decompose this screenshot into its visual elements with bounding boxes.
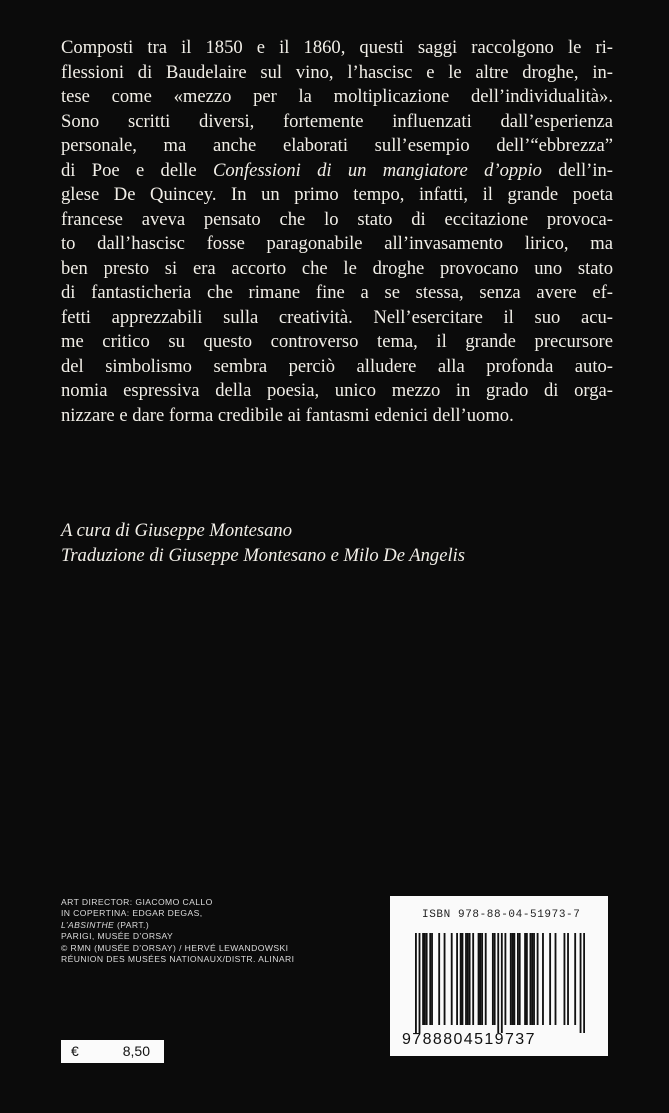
barcode-bar <box>513 933 515 1025</box>
blurb-text: di Poe e delle <box>61 159 213 181</box>
barcode-bar <box>524 933 526 1025</box>
blurb-italic-title: Confessioni di un mangiatore d’oppio <box>212 159 542 181</box>
barcode-bar <box>438 933 440 1025</box>
barcode-bar <box>494 933 496 1025</box>
blurb-text: nomia espressiva della poesia, unico mezzo in grado di orga- <box>61 380 613 401</box>
blurb-line <box>61 257 613 282</box>
barcode-bar <box>519 933 521 1025</box>
blurb-text: di fantasticheria che rimane fine a se stessa, senza avere ef- <box>61 282 613 303</box>
credit-text: RÉUNION DES MUSÉES NATIONAUX/DISTR. ALINARI <box>61 954 295 965</box>
barcode-bar <box>574 933 576 1025</box>
blurb-text: to dall’hascisc fosse paragonabile all’invasamento lirico, ma <box>61 233 613 254</box>
credit-italic-title: L’ABSINTHE <box>61 919 115 930</box>
barcode-bar <box>419 933 421 1033</box>
barcode-bar <box>504 933 506 1025</box>
blurb-line <box>61 36 613 61</box>
blurb-line <box>61 232 613 257</box>
editor-credit: A cura di Giuseppe Montesano <box>61 520 293 541</box>
blurb-text: del simbolismo sembra perciò alludere alla profonda auto- <box>61 355 613 377</box>
credit-text: © RMN (MUSÉE D’ORSAY) / HERVÉ LEWANDOWSKI <box>61 942 289 953</box>
blurb-text: francese aveva pensato che lo stato di eccitazione provoca- <box>61 208 613 230</box>
barcode-bar <box>542 933 544 1025</box>
blurb-text: ben presto si era accorto che le droghe provocano uno stato <box>61 257 613 279</box>
blurb-line <box>61 379 613 404</box>
blurb-line <box>61 159 613 184</box>
ean-digits: 9788804519737 <box>402 1031 536 1048</box>
barcode-bar <box>497 933 499 1033</box>
credit-line <box>61 954 294 965</box>
barcode-bar <box>567 933 569 1025</box>
credit-text: (PART.) <box>114 919 150 930</box>
blurb-line <box>61 330 613 355</box>
currency-symbol: € <box>71 1043 79 1059</box>
blurb-line <box>61 281 613 306</box>
translation-credit: Traduzione di Giuseppe Montesano e Milo De Angelis <box>61 545 466 566</box>
isbn-label: ISBN 978-88-04-51973-7 <box>422 909 581 921</box>
barcode-bar <box>485 933 487 1025</box>
credit-text: IN COPERTINA: EDGAR DEGAS, <box>61 908 203 919</box>
blurb-line <box>61 110 613 135</box>
barcode-bar <box>583 933 585 1033</box>
blurb-text: nizzare e dare forma credibile ai fantasmi edenici dell’uomo. <box>61 404 514 426</box>
barcode-bar <box>460 933 462 1025</box>
barcode-bar <box>481 933 483 1025</box>
barcode-bar <box>467 933 469 1025</box>
credit-line <box>61 920 294 931</box>
barcode-bar <box>469 933 471 1025</box>
blurb-text: tese come «mezzo per la moltiplicazione dell’individualità». <box>61 86 613 107</box>
barcode-bar <box>549 933 551 1025</box>
blurb-line <box>61 355 613 380</box>
barcode-bar <box>431 933 433 1025</box>
barcode-bar <box>530 933 532 1025</box>
barcode-bar <box>456 933 458 1025</box>
blurb-line <box>61 85 613 110</box>
barcode-bar <box>580 933 582 1033</box>
isbn-barcode <box>390 896 608 1056</box>
cover-art-credits <box>61 897 294 965</box>
barcode-bar <box>465 933 467 1025</box>
barcode-bars <box>415 933 585 1033</box>
credit-line <box>61 931 294 942</box>
credit-line <box>61 908 294 919</box>
editorial-credits <box>61 518 465 568</box>
credit-line <box>61 897 294 908</box>
barcode-bar <box>555 933 557 1025</box>
barcode-bar <box>533 933 535 1025</box>
barcode-bar <box>472 933 474 1025</box>
blurb-line <box>61 404 613 429</box>
barcode-bar <box>512 933 514 1025</box>
barcode-bar <box>462 933 464 1025</box>
blurb-line <box>61 61 613 86</box>
barcode-bar <box>510 933 512 1025</box>
blurb-text: personale, ma anche elaborati sull’esempio dell’“ebbrezza” <box>61 135 613 156</box>
barcode-bar <box>531 933 533 1025</box>
price-tag <box>61 1040 164 1063</box>
barcode-bar <box>415 933 417 1033</box>
barcode-bar <box>517 933 519 1025</box>
credit-line <box>61 943 294 954</box>
credit-text: PARIGI, MUSÉE D’ORSAY <box>61 931 174 942</box>
blurb-text: Sono scritti diversi, fortemente influenzati dall’esperienza <box>61 110 613 132</box>
barcode-bar <box>451 933 453 1025</box>
blurb-line <box>61 306 613 331</box>
barcode-bar <box>564 933 566 1025</box>
blurb-line <box>61 208 613 233</box>
barcode-bar <box>526 933 528 1025</box>
barcode-bar <box>426 933 428 1025</box>
barcode-bar <box>424 933 426 1025</box>
barcode-bar <box>478 933 480 1025</box>
price-amount: 8,50 <box>122 1043 150 1059</box>
blurb-text: fetti apprezzabili sulla creatività. Nell’esercitare il suo acu- <box>61 306 613 328</box>
barcode-bar <box>492 933 494 1025</box>
barcode-bar <box>501 933 503 1033</box>
blurb-text: dell’in- <box>541 159 613 181</box>
blurb-line <box>61 134 613 159</box>
barcode-bar <box>422 933 424 1025</box>
barcode-bar <box>479 933 481 1025</box>
barcode-bar <box>429 933 431 1025</box>
blurb-text: glese De Quincey. In un primo tempo, infatti, il grande poeta <box>61 184 613 205</box>
back-cover-blurb <box>61 36 613 428</box>
barcode-bar <box>537 933 539 1025</box>
blurb-text: Composti tra il 1850 e il 1860, questi saggi raccolgono le ri- <box>61 37 613 58</box>
blurb-text: flessioni di Baudelaire sul vino, l’hascisc e le altre droghe, in- <box>61 61 613 83</box>
blurb-line <box>61 183 613 208</box>
credit-text: ART DIRECTOR: GIACOMO CALLO <box>61 897 213 907</box>
barcode-bar <box>444 933 446 1025</box>
blurb-text: me critico su questo controverso tema, il grande precursore <box>61 331 613 352</box>
